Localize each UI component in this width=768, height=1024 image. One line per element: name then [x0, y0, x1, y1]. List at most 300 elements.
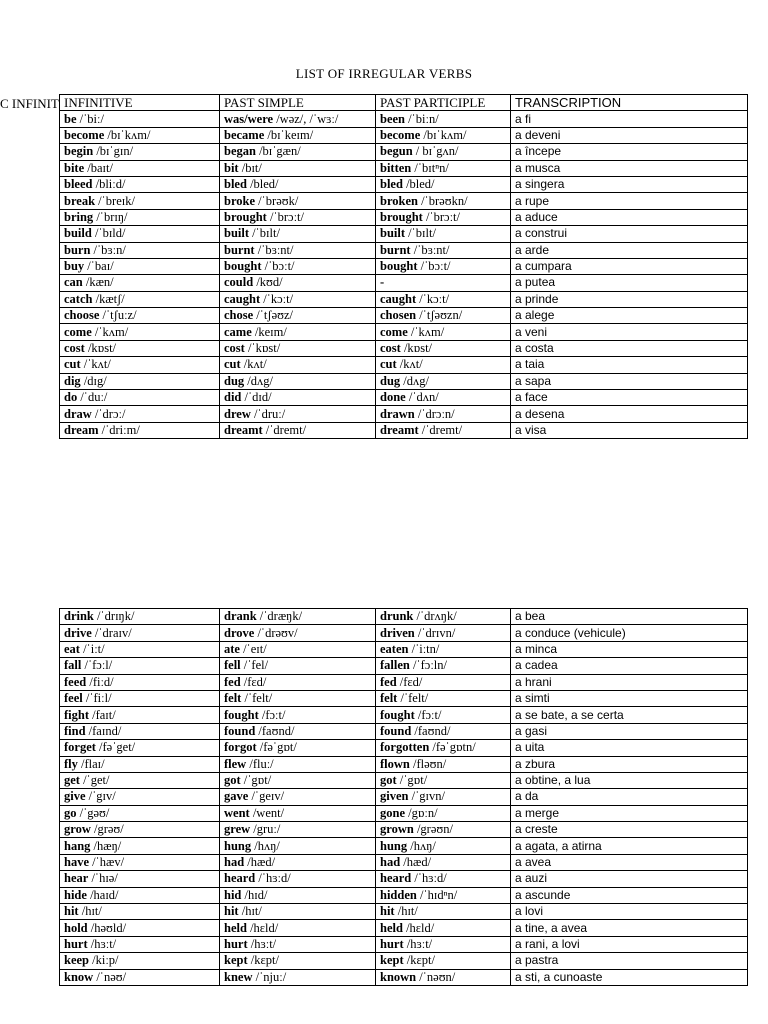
past-participle-cell [376, 740, 511, 756]
verb-form: grow [64, 822, 91, 837]
infinitive-cell [60, 838, 220, 854]
translation-cell: a prinde [511, 291, 748, 307]
past-participle-cell [376, 871, 511, 887]
verb-form: felt [224, 691, 242, 706]
phonetic: /faʊnd/ [258, 723, 295, 738]
verb-form: drink [64, 609, 94, 624]
past-simple-cell [220, 291, 376, 307]
past-simple-cell [220, 144, 376, 160]
verb-form: built [224, 226, 250, 241]
phonetic: /ˈfɔːln/ [412, 658, 447, 673]
verb-form: found [380, 723, 412, 738]
infinitive-cell [60, 772, 220, 788]
verb-form: break [64, 193, 96, 208]
translation-cell: a alege [511, 308, 748, 324]
verb-form: give [64, 789, 86, 804]
past-participle-cell [376, 805, 511, 821]
verb-form: bitten [380, 160, 412, 175]
table-row [60, 641, 748, 657]
page-title: LIST OF IRREGULAR VERBS [295, 66, 473, 81]
phonetic: /kætʃ/ [95, 291, 125, 306]
translation-cell: a taia [511, 357, 748, 373]
phonetic: /ˈduː/ [80, 390, 108, 405]
verb-form: forgot [224, 740, 257, 755]
phonetic: /grəʊ/ [93, 822, 124, 837]
verb-form: buy [64, 259, 85, 274]
verb-form: dream [64, 423, 99, 437]
phonetic: /ˈdrəʊv/ [257, 625, 298, 640]
verb-form: cost [64, 341, 85, 356]
phonetic: /ˈbɜːnt/ [413, 242, 450, 257]
verb-form: choose [64, 308, 100, 323]
table-row [60, 324, 748, 340]
verb-form: build [64, 226, 92, 241]
verb-form: broke [224, 193, 256, 208]
phonetic: /hɪd/ [244, 887, 268, 902]
verb-form: given [380, 789, 409, 804]
past-simple-cell [220, 871, 376, 887]
phonetic: /ˈfelt/ [400, 691, 429, 706]
verb-form: chosen [380, 308, 417, 323]
past-simple-cell [220, 854, 376, 870]
phonetic: /ˈnjuː/ [255, 969, 287, 984]
phonetic: /kæn/ [85, 275, 114, 290]
past-simple-cell [220, 209, 376, 225]
phonetic: /ˈbɔːt/ [420, 259, 451, 274]
verb-form: begin [64, 144, 94, 159]
phonetic: /ˈgɪvn/ [411, 789, 445, 804]
infinitive-cell [60, 854, 220, 870]
table-row [60, 854, 748, 870]
past-simple-cell [220, 690, 376, 706]
table-row [60, 308, 748, 324]
translation-cell: a desena [511, 406, 748, 422]
verb-form: cut [224, 357, 241, 372]
phonetic: /ˈgeɪv/ [251, 789, 285, 804]
table-row [60, 625, 748, 641]
phonetic: /bɪˈkʌm/ [423, 127, 467, 142]
translation-cell: a da [511, 789, 748, 805]
verb-form: came [224, 324, 252, 339]
past-simple-cell [220, 242, 376, 258]
verb-form: hit [224, 904, 239, 919]
phonetic: /ˈbiː/ [79, 111, 104, 126]
verb-form: feed [64, 674, 87, 689]
phonetic: /ˈtʃəʊzn/ [419, 308, 463, 323]
verb-form: do [64, 390, 78, 405]
translation-cell: a bea [511, 609, 748, 625]
verb-form: began [224, 144, 256, 159]
verb-form: fed [380, 674, 397, 689]
infinitive-cell [60, 226, 220, 242]
infinitive-cell [60, 390, 220, 406]
translation-cell: a sti, a cunoaste [511, 969, 748, 985]
phonetic: /ˈbrəʊkn/ [421, 193, 468, 208]
infinitive-cell [60, 357, 220, 373]
phonetic: /ˈdʌn/ [408, 390, 439, 405]
phonetic: /fəˈgɒtn/ [432, 740, 476, 755]
past-participle-cell [376, 144, 511, 160]
past-participle-cell [376, 756, 511, 772]
translation-cell: a cumpara [511, 258, 748, 274]
phonetic: /ˈdræŋk/ [259, 609, 303, 624]
past-participle-cell [376, 609, 511, 625]
verb-form: bought [224, 259, 262, 274]
phonetic: /hɪt/ [241, 904, 262, 919]
verb-form: kept [224, 953, 248, 968]
infinitive-cell [60, 242, 220, 258]
verb-form: brought [224, 209, 267, 224]
phonetic: /ˈiːt/ [83, 641, 105, 656]
verb-form: fed [224, 674, 241, 689]
verb-form: become [64, 127, 105, 142]
past-simple-cell [220, 625, 376, 641]
table-row [60, 969, 748, 985]
table-row [60, 805, 748, 821]
phonetic: /grəʊn/ [416, 822, 453, 837]
verb-form: bit [224, 160, 239, 175]
translation-cell: a face [511, 390, 748, 406]
phonetic: /hɪt/ [397, 904, 418, 919]
phonetic: /hɪt/ [81, 904, 102, 919]
table-row [60, 920, 748, 936]
translation-cell: a veni [511, 324, 748, 340]
verb-form: chose [224, 308, 254, 323]
verb-form: bleed [64, 177, 93, 192]
verb-form: held [380, 920, 403, 935]
table-row [60, 723, 748, 739]
past-simple-cell [220, 308, 376, 324]
phonetic: /faɪnd/ [88, 723, 122, 738]
phonetic: /ˈiːtn/ [411, 641, 440, 656]
translation-cell: a se bate, a se certa [511, 707, 748, 723]
verb-form: burn [64, 242, 91, 257]
infinitive-cell [60, 871, 220, 887]
phonetic: /ˈdruː/ [253, 406, 286, 421]
table-row [60, 822, 748, 838]
phonetic: /ˈnəʊn/ [419, 969, 456, 984]
phonetic: /ˈgɒt/ [399, 773, 428, 788]
table-row [60, 422, 748, 438]
past-participle-cell [376, 920, 511, 936]
phonetic: /hɛld/ [406, 920, 435, 935]
infinitive-cell [60, 674, 220, 690]
phonetic: /ˈgɪv/ [88, 789, 116, 804]
phonetic: /dʌg/ [403, 373, 429, 388]
past-participle-cell [376, 160, 511, 176]
table-row [60, 674, 748, 690]
verb-form: brought [380, 209, 423, 224]
verbs-table-2 [59, 608, 748, 986]
past-simple-cell [220, 756, 376, 772]
header-infinitive: INFINITIVE [60, 95, 220, 111]
past-participle-cell [376, 953, 511, 969]
phonetic: /ˈdriːm/ [101, 423, 140, 437]
past-participle-cell [376, 422, 511, 438]
phonetic: /ˈhæv/ [92, 855, 125, 870]
past-participle-cell [376, 789, 511, 805]
phonetic: /hɜːt/ [406, 937, 433, 951]
header-past-simple: PAST SIMPLE [220, 95, 376, 111]
table-header-row [60, 95, 748, 111]
verb-form: caught [224, 291, 261, 306]
past-participle-cell [376, 324, 511, 340]
phonetic: /kɒst/ [87, 341, 117, 356]
past-participle-cell [376, 127, 511, 143]
phonetic: /faɪt/ [92, 707, 116, 722]
verb-form: bite [64, 160, 85, 175]
verb-form: heard [224, 871, 256, 886]
past-participle-cell [376, 226, 511, 242]
verb-form: keep [64, 953, 89, 968]
table-row [60, 209, 748, 225]
table-row [60, 936, 748, 952]
verb-form: became [224, 127, 265, 142]
verb-form: fly [64, 756, 78, 771]
verb-form: driven [380, 625, 415, 640]
translation-cell: a musca [511, 160, 748, 176]
verb-form: flown [380, 756, 410, 771]
translation-cell: a gasi [511, 723, 748, 739]
verb-form: burnt [380, 242, 411, 257]
verb-form: hid [224, 887, 242, 902]
past-participle-cell [376, 707, 511, 723]
verb-form: know [64, 969, 94, 984]
phonetic: /ˈbɜːnt/ [257, 242, 294, 257]
phonetic: /ˈbrɪŋ/ [96, 209, 128, 224]
past-simple-cell [220, 805, 376, 821]
phonetic: /keɪm/ [254, 324, 287, 339]
past-participle-cell [376, 936, 511, 952]
phonetic: /ˈkɔːt/ [419, 291, 450, 306]
phonetic: /gɒːn/ [408, 805, 438, 820]
past-simple-cell [220, 406, 376, 422]
table-row [60, 357, 748, 373]
phonetic: /həʊld/ [90, 920, 127, 935]
table-row [60, 160, 748, 176]
phonetic: /ˈhɜːd/ [258, 871, 291, 886]
past-participle-cell [376, 373, 511, 389]
past-simple-cell [220, 969, 376, 985]
phonetic: /hæd/ [247, 855, 276, 870]
verb-form: grown [380, 822, 414, 837]
infinitive-cell [60, 641, 220, 657]
past-simple-cell [220, 707, 376, 723]
verb-form: bled [380, 177, 403, 192]
translation-cell: a simti [511, 690, 748, 706]
table-row [60, 772, 748, 788]
table-row [60, 176, 748, 192]
past-simple-cell [220, 160, 376, 176]
verb-form: cut [64, 357, 81, 372]
past-simple-cell [220, 658, 376, 674]
phonetic: /ˈfelt/ [244, 691, 273, 706]
verb-form: had [224, 855, 245, 870]
past-participle-cell [376, 390, 511, 406]
past-participle-cell [376, 176, 511, 192]
phonetic: /ˈkɔːt/ [263, 291, 294, 306]
past-participle-cell [376, 854, 511, 870]
translation-cell: a arde [511, 242, 748, 258]
table-row [60, 756, 748, 772]
verb-form: find [64, 723, 86, 738]
past-simple-cell [220, 193, 376, 209]
phonetic: /ˈeɪt/ [243, 641, 267, 656]
verb-form: hit [64, 904, 79, 919]
past-simple-cell [220, 390, 376, 406]
phonetic: /ˈbɔːt/ [264, 259, 295, 274]
table-row [60, 658, 748, 674]
past-simple-cell [220, 953, 376, 969]
verb-form: hear [64, 871, 89, 886]
past-simple-cell [220, 340, 376, 356]
verb-form: could [224, 275, 254, 290]
phonetic: /ˈfɔːl/ [84, 658, 113, 673]
translation-cell: a costa [511, 340, 748, 356]
verb-form: cut [380, 357, 397, 372]
phonetic: /ˈdrɪvn/ [417, 625, 456, 640]
phonetic: /bliːd/ [95, 177, 126, 192]
phonetic: /ˈtʃuːz/ [102, 308, 137, 323]
past-participle-cell [376, 822, 511, 838]
verb-form: been [380, 111, 405, 126]
infinitive-cell [60, 291, 220, 307]
phonetic: /kɛpt/ [406, 953, 435, 968]
verb-form: kept [380, 953, 404, 968]
verb-form: known [380, 969, 417, 984]
phonetic: /fiːd/ [89, 674, 114, 689]
phonetic: /fɛd/ [243, 674, 267, 689]
verb-form: draw [64, 406, 92, 421]
infinitive-cell [60, 340, 220, 356]
infinitive-cell [60, 904, 220, 920]
phonetic: /hɜːt/ [250, 937, 277, 951]
phonetic: /kɒst/ [403, 341, 433, 356]
verb-form: bought [380, 259, 418, 274]
phonetic: /ˈgəʊ/ [79, 805, 110, 820]
phonetic: /hæŋ/ [93, 838, 122, 853]
verb-form: hidden [380, 887, 417, 902]
table-row [60, 871, 748, 887]
phonetic: /ˈfiːl/ [85, 691, 112, 706]
verb-form: hurt [224, 937, 248, 951]
verb-form: catch [64, 291, 93, 306]
verb-form: fought [380, 707, 415, 722]
phonetic: /ˈbɜːn/ [93, 242, 126, 257]
verb-form: eaten [380, 641, 409, 656]
infinitive-cell [60, 707, 220, 723]
table-row [60, 144, 748, 160]
infinitive-cell [60, 658, 220, 674]
phonetic: /ˈkʌm/ [94, 324, 129, 339]
translation-cell: a zbura [511, 756, 748, 772]
past-simple-cell [220, 422, 376, 438]
table-row [60, 373, 748, 389]
table-row [60, 111, 748, 127]
verb-form: be [64, 111, 77, 126]
phonetic: /went/ [252, 805, 285, 820]
verb-form: fell [224, 658, 241, 673]
verb-form: come [380, 324, 408, 339]
verb-form: begun [380, 144, 413, 159]
translation-cell: a singera [511, 176, 748, 192]
table-row [60, 127, 748, 143]
verb-form: become [380, 127, 421, 142]
translation-cell: a conduce (vehicule) [511, 625, 748, 641]
table-row [60, 390, 748, 406]
phonetic: /wəz/, /ˈwɜː/ [276, 111, 339, 126]
verb-form: hold [64, 920, 88, 935]
table-row [60, 609, 748, 625]
verb-form: gave [224, 789, 249, 804]
phonetic: /ˈdrʌŋk/ [416, 609, 457, 624]
phonetic: /bled/ [250, 177, 279, 192]
translation-cell: a rani, a lovi [511, 936, 748, 952]
phonetic: /ˈgɒt/ [243, 773, 272, 788]
translation-cell: a pastra [511, 953, 748, 969]
table-row [60, 904, 748, 920]
verb-form: cost [380, 341, 401, 356]
infinitive-cell [60, 324, 220, 340]
cut-off-header-label: C INFINIT [0, 96, 59, 111]
past-participle-cell [376, 658, 511, 674]
phonetic: /fluː/ [249, 756, 274, 771]
phonetic: /ˈget/ [83, 773, 110, 788]
verb-form: - [380, 275, 385, 290]
verb-form: dug [224, 373, 245, 388]
infinitive-cell [60, 953, 220, 969]
past-participle-cell [376, 258, 511, 274]
verb-form: got [224, 773, 241, 788]
translation-cell: a minca [511, 641, 748, 657]
translation-cell: a obtine, a lua [511, 772, 748, 788]
verb-form: forget [64, 740, 96, 755]
verb-form: caught [380, 291, 417, 306]
table-row [60, 340, 748, 356]
phonetic: /fləʊn/ [413, 756, 447, 771]
verb-form: hurt [64, 937, 88, 951]
verb-form: dug [380, 373, 401, 388]
table-row [60, 275, 748, 291]
infinitive-cell [60, 406, 220, 422]
table-row [60, 406, 748, 422]
translation-cell: a agata, a atirna [511, 838, 748, 854]
infinitive-cell [60, 756, 220, 772]
table-row [60, 707, 748, 723]
phonetic: /kʊd/ [256, 275, 283, 290]
infinitive-cell [60, 740, 220, 756]
past-participle-cell [376, 111, 511, 127]
phonetic: /ˈdremt/ [265, 423, 307, 437]
verb-form: built [380, 226, 406, 241]
past-participle-cell [376, 969, 511, 985]
verb-form: have [64, 855, 89, 870]
infinitive-cell [60, 308, 220, 324]
translation-cell: a sapa [511, 373, 748, 389]
verb-form: cost [224, 341, 245, 356]
past-simple-cell [220, 789, 376, 805]
translation-cell: a auzi [511, 871, 748, 887]
phonetic: /bɪˈkʌm/ [107, 127, 151, 142]
table-row [60, 887, 748, 903]
phonetic: /ˈkɒst/ [247, 341, 281, 356]
phonetic: /dɪg/ [83, 373, 107, 388]
translation-cell: a aduce [511, 209, 748, 225]
phonetic: /hʌŋ/ [410, 838, 436, 853]
verb-form: fought [224, 707, 259, 722]
infinitive-cell [60, 805, 220, 821]
phonetic: /fɔːt/ [417, 707, 442, 722]
